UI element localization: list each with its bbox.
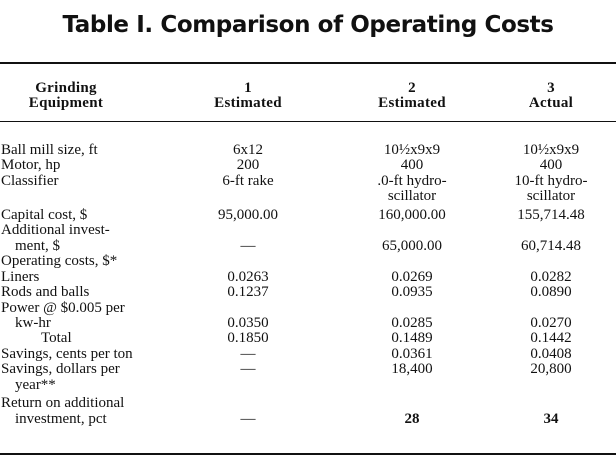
row-label: Capital cost, $ xyxy=(1,206,88,223)
row-value-col2: 0.0285 xyxy=(391,314,433,331)
header-col2-number: 2 xyxy=(408,80,416,96)
row-value-col2: scillator xyxy=(387,188,437,205)
row-value-col1: — xyxy=(240,345,256,362)
row-label: kw-hr xyxy=(15,314,51,331)
row-value-col3: 0.0890 xyxy=(530,284,572,301)
row-label: year** xyxy=(15,376,56,393)
header-grinding-equipment xyxy=(1,81,131,111)
row-value-col3: 0.0282 xyxy=(530,268,572,285)
row-value-col3: 400 xyxy=(539,157,563,174)
row-value-col2: 160,000.00 xyxy=(378,206,446,223)
row-value-col1: 0.0263 xyxy=(227,268,269,285)
row-value-col3: 34 xyxy=(543,410,559,427)
row-value-col1: 6-ft rake xyxy=(222,172,274,189)
row-value-col3: 0.0270 xyxy=(530,314,572,331)
row-value-col2: 0.0269 xyxy=(391,268,433,285)
top-rule xyxy=(0,62,616,64)
row-value-col1: 0.1237 xyxy=(227,284,269,301)
header-col1 xyxy=(183,81,313,111)
row-value-col1: 0.1850 xyxy=(227,330,269,347)
row-value-col3: 10½x9x9 xyxy=(522,142,580,158)
row-value-col2: 400 xyxy=(400,157,424,174)
header-col3-label: Actual xyxy=(528,95,574,111)
row-value-col2: 18,400 xyxy=(391,361,433,378)
row-label: Motor, hp xyxy=(1,157,61,174)
row-value-col3: 10-ft hydro- xyxy=(514,172,588,189)
row-label: Savings, dollars per xyxy=(1,361,120,378)
header-col1-label: Estimated xyxy=(214,95,282,111)
row-label: investment, pct xyxy=(15,410,107,427)
row-value-col3: 0.1442 xyxy=(530,330,572,347)
row-label: Return on additional xyxy=(1,395,125,412)
header-col3-number: 3 xyxy=(547,80,555,96)
header-col0-line2: Equipment xyxy=(28,95,104,111)
header-col0-line1: Grinding xyxy=(35,80,97,96)
row-value-col1: 6x12 xyxy=(233,142,263,158)
header-rule xyxy=(0,121,616,122)
row-value-col3: 155,714.48 xyxy=(517,206,585,223)
row-value-col3: 0.0408 xyxy=(530,345,572,362)
row-value-col1: — xyxy=(240,237,256,254)
row-label: Ball mill size, ft xyxy=(1,142,98,158)
row-label: Total xyxy=(41,330,72,347)
row-label: Operating costs, $* xyxy=(1,253,118,270)
row-value-col2: 28 xyxy=(404,410,420,427)
row-value-col1: 200 xyxy=(236,157,260,174)
row-value-col2: 0.0935 xyxy=(391,284,433,301)
row-value-col3: 20,800 xyxy=(530,361,572,378)
row-label: Rods and balls xyxy=(1,284,90,301)
table-title: Table I. Comparison of Operating Costs xyxy=(62,12,554,38)
row-value-col1: — xyxy=(240,410,256,427)
header-col2 xyxy=(347,81,477,111)
row-label: Additional invest- xyxy=(1,222,110,239)
header-col1-number: 1 xyxy=(244,80,252,96)
row-value-col1: — xyxy=(240,361,256,378)
header-col2-label: Estimated xyxy=(378,95,446,111)
row-value-col1: 95,000.00 xyxy=(218,206,278,223)
header-col3 xyxy=(486,81,616,111)
bottom-rule xyxy=(0,453,616,455)
row-value-col2: 0.0361 xyxy=(391,345,433,362)
row-value-col2: .0-ft hydro- xyxy=(377,172,447,189)
row-value-col3: 60,714.48 xyxy=(521,237,581,254)
row-label: Savings, cents per ton xyxy=(1,345,133,362)
row-label: Classifier xyxy=(1,172,59,189)
row-value-col2: 10½x9x9 xyxy=(383,142,441,158)
row-value-col1: 0.0350 xyxy=(227,314,269,331)
row-value-col3: scillator xyxy=(526,188,576,205)
row-value-col2: 65,000.00 xyxy=(382,237,442,254)
row-label: ment, $ xyxy=(15,237,60,254)
row-label: Liners xyxy=(1,268,40,285)
row-value-col2: 0.1489 xyxy=(391,330,433,347)
row-label: Power @ $0.005 per xyxy=(1,299,125,316)
